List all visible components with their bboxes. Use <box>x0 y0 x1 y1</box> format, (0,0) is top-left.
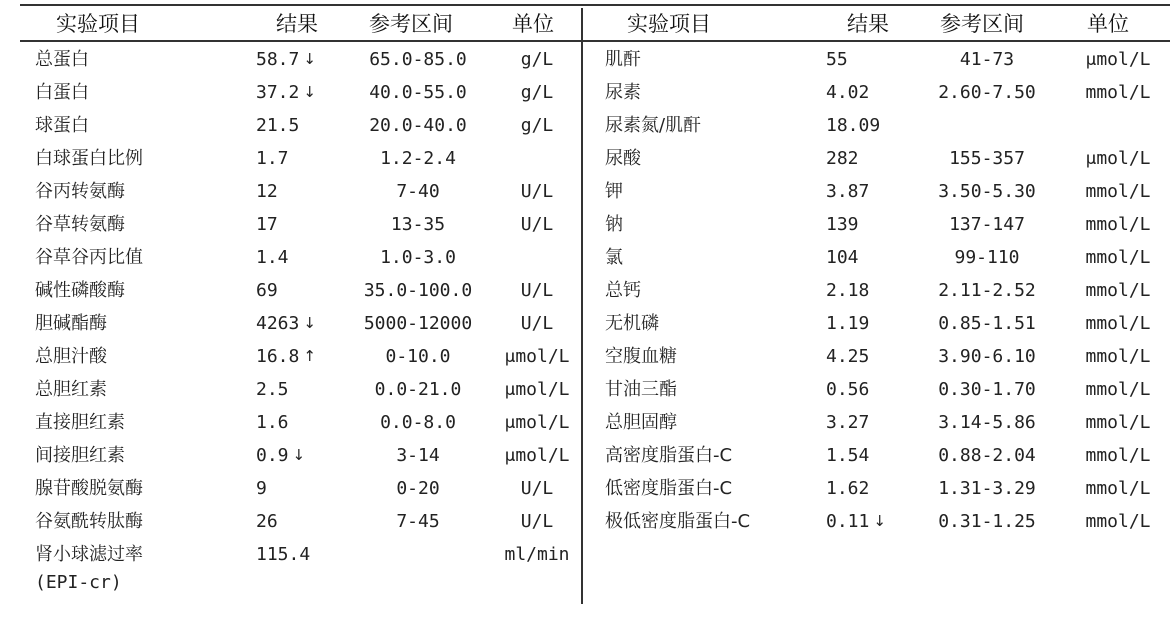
result-value <box>826 142 859 175</box>
left-header-result: 结果 <box>276 12 318 36</box>
table-row <box>0 43 1151 76</box>
arrow-down-icon: ↓ <box>303 50 316 68</box>
item-name: 谷氨酰转肽酶 <box>35 511 143 532</box>
result-number: 2.18 <box>826 280 870 301</box>
reference-range: 0.0-21.0 <box>374 379 462 400</box>
item-name: 氯 <box>605 247 623 268</box>
item-name: 总钙 <box>605 280 641 301</box>
result-number: 17 <box>256 214 278 235</box>
item-name: 无机磷 <box>605 313 659 334</box>
unit: mmol/L <box>1085 478 1151 499</box>
reference-range: 0.85-1.51 <box>938 313 1036 334</box>
result-number: 9 <box>256 478 267 499</box>
arrow-down-icon: ↓ <box>303 314 316 332</box>
unit: mmol/L <box>1085 313 1151 334</box>
table-row <box>0 307 1151 340</box>
unit: mmol/L <box>1085 445 1151 466</box>
result-number: 0.9 <box>256 445 289 466</box>
reference-range: 155-357 <box>949 148 1025 169</box>
result-value <box>826 439 869 472</box>
right-header-range: 参考区间 <box>940 12 1024 36</box>
unit: mmol/L <box>1085 511 1151 532</box>
table-row <box>0 274 1151 307</box>
result-number: 55 <box>826 49 848 70</box>
result-number: 1.4 <box>256 247 289 268</box>
result-value <box>826 505 886 538</box>
arrow-down-icon: ↓ <box>303 83 316 101</box>
result-number: 1.19 <box>826 313 870 334</box>
result-value <box>826 208 859 241</box>
item-name: 总胆汁酸 <box>35 346 107 367</box>
result-value <box>256 538 310 571</box>
result-number: 21.5 <box>256 115 300 136</box>
result-number: 3.27 <box>826 412 870 433</box>
result-number: 282 <box>826 148 859 169</box>
top-rule <box>20 4 1170 6</box>
unit: ml/min <box>504 544 570 565</box>
result-number: 4263 <box>256 313 300 334</box>
right-header-unit: 单位 <box>1087 12 1129 36</box>
result-number: 58.7 <box>256 49 300 70</box>
item-name: 谷草谷丙比值 <box>35 247 143 268</box>
reference-range: 99-110 <box>954 247 1020 268</box>
unit: U/L <box>520 478 554 499</box>
left-header-item: 实验项目 <box>56 12 140 36</box>
result-value <box>826 340 869 373</box>
reference-range: 3.90-6.10 <box>938 346 1036 367</box>
result-number: 2.5 <box>256 379 289 400</box>
unit: mmol/L <box>1085 412 1151 433</box>
table-row <box>0 340 1151 373</box>
item-name: 总胆红素 <box>35 379 107 400</box>
item-name: 谷丙转氨酶 <box>35 181 125 202</box>
unit: g/L <box>520 49 554 70</box>
item-name: 白球蛋白比例 <box>35 148 143 169</box>
result-value <box>826 472 869 505</box>
reference-range: 7-45 <box>396 511 440 532</box>
table-row <box>0 142 1151 175</box>
unit: μmol/L <box>504 379 570 400</box>
unit: U/L <box>520 313 554 334</box>
result-number: 12 <box>256 181 278 202</box>
arrow-down-icon: ↓ <box>873 512 886 530</box>
item-name: 肾小球滤过率 <box>35 544 143 565</box>
reference-range: 0-20 <box>396 478 440 499</box>
table-row <box>0 439 1151 472</box>
reference-range: 0.88-2.04 <box>938 445 1036 466</box>
reference-range: 0.30-1.70 <box>938 379 1036 400</box>
result-number: 139 <box>826 214 859 235</box>
reference-range: 137-147 <box>949 214 1025 235</box>
unit: mmol/L <box>1085 247 1151 268</box>
result-number: 4.25 <box>826 346 870 367</box>
item-name: 碱性磷酸酶 <box>35 280 125 301</box>
unit: U/L <box>520 280 554 301</box>
unit: g/L <box>520 115 554 136</box>
item-name: 球蛋白 <box>35 115 89 136</box>
reference-range: 0.31-1.25 <box>938 511 1036 532</box>
unit: μmol/L <box>1085 49 1151 70</box>
result-value <box>826 373 869 406</box>
unit: mmol/L <box>1085 346 1151 367</box>
result-number: 104 <box>826 247 859 268</box>
unit: mmol/L <box>1085 181 1151 202</box>
item-name: 腺苷酸脱氨酶 <box>35 478 143 499</box>
item-name: 尿素 <box>605 82 641 103</box>
reference-range: 1.31-3.29 <box>938 478 1036 499</box>
result-value <box>826 274 869 307</box>
result-number: 0.11 <box>826 511 870 532</box>
reference-range: 40.0-55.0 <box>369 82 467 103</box>
unit: mmol/L <box>1085 214 1151 235</box>
column-divider <box>581 8 583 604</box>
right-header-result: 结果 <box>847 12 889 36</box>
reference-range: 7-40 <box>396 181 440 202</box>
item-name: 空腹血糖 <box>605 346 677 367</box>
reference-range: 20.0-40.0 <box>369 115 467 136</box>
item-name: 高密度脂蛋白-C <box>605 445 733 466</box>
result-number: 115.4 <box>256 544 311 565</box>
result-number: 18.09 <box>826 115 881 136</box>
table-row <box>0 175 1151 208</box>
reference-range: 41-73 <box>959 49 1015 70</box>
reference-range: 35.0-100.0 <box>363 280 473 301</box>
left-header-unit: 单位 <box>512 12 554 36</box>
item-name: 总蛋白 <box>35 49 89 70</box>
arrow-up-icon: ↑ <box>303 347 316 365</box>
table-row <box>0 406 1151 439</box>
unit: mmol/L <box>1085 280 1151 301</box>
reference-range: 3-14 <box>396 445 440 466</box>
arrow-down-icon: ↓ <box>292 446 306 464</box>
header-rule <box>20 40 1170 42</box>
reference-range: 1.0-3.0 <box>380 247 456 268</box>
item-name: 白蛋白 <box>35 82 89 103</box>
unit: g/L <box>520 82 554 103</box>
unit: mmol/L <box>1085 82 1151 103</box>
reference-range: 65.0-85.0 <box>369 49 467 70</box>
unit: U/L <box>520 181 554 202</box>
result-value <box>826 76 869 109</box>
result-number: 1.6 <box>256 412 289 433</box>
table-row <box>0 373 1151 406</box>
result-value <box>826 307 869 340</box>
unit: mmol/L <box>1085 379 1151 400</box>
result-number: 3.87 <box>826 181 870 202</box>
result-value <box>826 109 880 142</box>
table-row <box>0 76 1151 109</box>
unit: μmol/L <box>1085 148 1151 169</box>
item-name: 胆碱酯酶 <box>35 313 107 334</box>
result-number: 1.7 <box>256 148 289 169</box>
reference-range: 3.14-5.86 <box>938 412 1036 433</box>
result-value <box>826 241 859 274</box>
item-name: 极低密度脂蛋白-C <box>605 511 751 532</box>
result-number: 69 <box>256 280 278 301</box>
result-number: 1.54 <box>826 445 870 466</box>
item-name: 钠 <box>605 214 623 235</box>
item-name: 直接胆红素 <box>35 412 125 433</box>
table-row <box>0 109 881 142</box>
result-value <box>826 175 869 208</box>
reference-range: 1.2-2.4 <box>380 148 456 169</box>
unit: U/L <box>520 214 554 235</box>
reference-range: 2.60-7.50 <box>938 82 1036 103</box>
reference-range: 3.50-5.30 <box>938 181 1036 202</box>
item-name: 低密度脂蛋白-C <box>605 478 733 499</box>
left-header-range: 参考区间 <box>369 12 453 36</box>
table-row <box>0 472 1151 505</box>
item-name: 间接胆红素 <box>35 445 125 466</box>
result-number: 1.62 <box>826 478 870 499</box>
result-number: 4.02 <box>826 82 870 103</box>
result-number: 16.8 <box>256 346 300 367</box>
result-value <box>826 43 848 76</box>
unit: μmol/L <box>504 346 570 367</box>
result-number: 0.56 <box>826 379 870 400</box>
item-name: 钾 <box>605 181 623 202</box>
result-number: 26 <box>256 511 278 532</box>
item-name: 谷草转氨酶 <box>35 214 125 235</box>
item-subtext: (EPI-cr) <box>35 572 122 593</box>
table-row <box>0 208 1151 241</box>
right-header-item: 实验项目 <box>627 12 711 36</box>
item-name: 甘油三酯 <box>605 379 677 400</box>
unit: μmol/L <box>504 412 570 433</box>
table-row <box>0 241 1151 274</box>
table-row <box>0 505 1151 538</box>
reference-range: 13-35 <box>390 214 446 235</box>
result-value <box>826 406 869 439</box>
reference-range: 0.0-8.0 <box>380 412 456 433</box>
unit: U/L <box>520 511 554 532</box>
reference-range: 0-10.0 <box>385 346 451 367</box>
reference-range: 5000-12000 <box>363 313 473 334</box>
item-name: 肌酐 <box>605 49 641 70</box>
reference-range: 2.11-2.52 <box>938 280 1036 301</box>
item-name: 尿素氮/肌酐 <box>605 115 702 136</box>
result-number: 37.2 <box>256 82 300 103</box>
item-name: 尿酸 <box>605 148 641 169</box>
unit: μmol/L <box>504 445 570 466</box>
table-row <box>0 538 570 571</box>
item-name: 总胆固醇 <box>605 412 677 433</box>
